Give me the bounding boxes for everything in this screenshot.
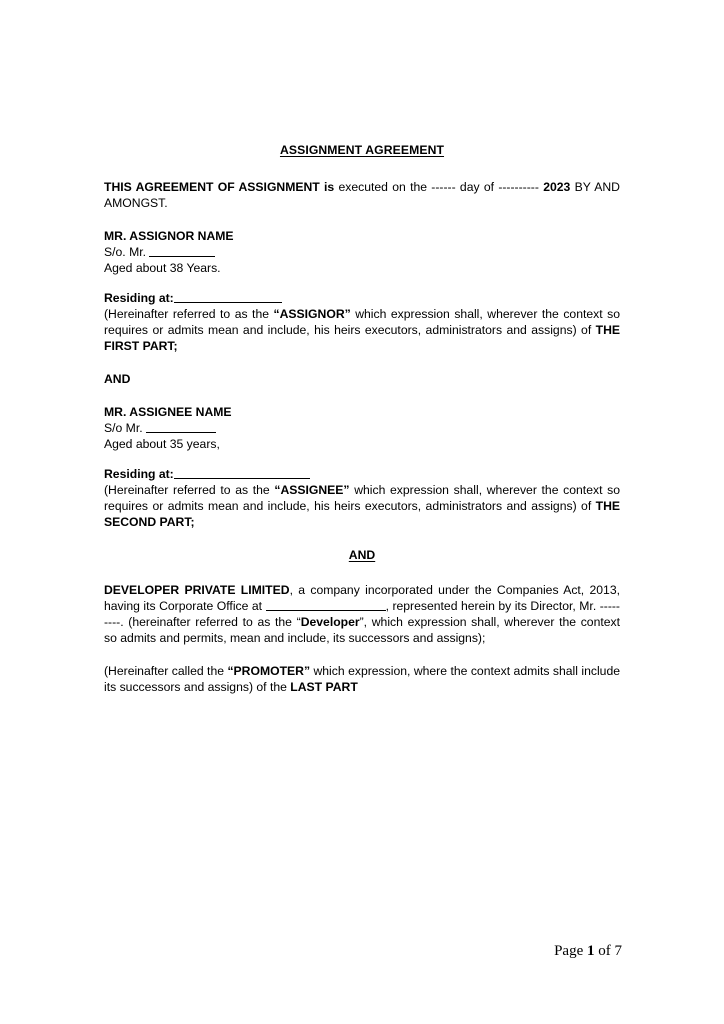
assignee-age: Aged about 35 years,	[104, 437, 220, 452]
assignor-name-text: MR. ASSIGNOR NAME	[104, 229, 234, 244]
developer-office-blank[interactable]	[266, 600, 386, 611]
assignee-son-of-label: S/o Mr.	[104, 421, 143, 436]
assignee-residing-line	[104, 467, 620, 483]
intro-text-1: executed on the ------ day of ----------	[334, 180, 544, 195]
developer-text-1: , a company incorporated under the Companies Act, 2013, having its Corporate Office at	[104, 582, 620, 613]
assignor-father-name-blank[interactable]	[149, 246, 215, 257]
developer-text-3: ”, which expression shall, wherever the context so admits and permits, mean and include, its successors and assigns);	[104, 614, 620, 645]
developer-text-2: , represented herein by its Director, Mr. ---------. (hereinafter referred to as the “	[104, 598, 620, 629]
intro-paragraph	[104, 180, 620, 212]
assignor-address-blank[interactable]	[174, 292, 282, 303]
assignor-residing-line	[104, 291, 620, 307]
assignor-recital-text-1: (Hereinafter referred to as the	[104, 307, 274, 322]
promoter-paragraph	[104, 664, 620, 696]
assignee-recital	[104, 483, 620, 531]
assignee-parentage	[104, 421, 620, 437]
assignee-name-text: MR. ASSIGNEE NAME	[104, 405, 232, 420]
assignee-name	[104, 405, 620, 421]
assignee-recital-term: “ASSIGNEE”	[274, 483, 350, 498]
developer-paragraph	[104, 583, 620, 647]
assignor-son-of-label: S/o. Mr.	[104, 245, 146, 260]
conjunction-and-first	[104, 372, 620, 388]
intro-year: 2023	[543, 180, 571, 195]
conjunction-and-second	[104, 548, 620, 564]
assignee-recital-part: THE SECOND PART;	[104, 499, 620, 529]
assignee-address-blank[interactable]	[174, 468, 310, 479]
footer-of-label: of	[598, 943, 611, 959]
assignor-residing-label: Residing at:	[104, 291, 174, 306]
spacer	[104, 564, 620, 583]
footer-page-number: 1	[587, 943, 595, 959]
developer-term: Developer	[300, 614, 360, 629]
assignor-name	[104, 229, 620, 245]
assignor-recital-term: “ASSIGNOR”	[273, 307, 351, 322]
page-footer	[0, 943, 724, 960]
assignor-recital-part: THE FIRST PART;	[104, 323, 620, 354]
spacer	[104, 277, 620, 291]
spacer	[104, 453, 620, 467]
intro-lead: THIS AGREEMENT OF ASSIGNMENT is	[104, 180, 335, 195]
promoter-term: “PROMOTER”	[227, 663, 311, 678]
conjunction-and-first-text: AND	[104, 372, 131, 387]
document-body	[104, 143, 620, 696]
conjunction-and-second-text: AND	[348, 547, 376, 562]
spacer	[104, 388, 620, 405]
promoter-text-1: (Hereinafter called the	[104, 663, 228, 678]
spacer	[104, 355, 620, 372]
spacer	[104, 531, 620, 548]
assignor-recital	[104, 307, 620, 355]
page-title	[104, 143, 620, 158]
spacer	[104, 647, 620, 664]
spacer	[104, 212, 620, 229]
intro-text-2: BY AND AMONGST.	[104, 180, 620, 211]
developer-name: DEVELOPER PRIVATE LIMITED	[104, 582, 290, 597]
assignee-residing-label: Residing at:	[104, 467, 174, 482]
promoter-part: LAST PART	[290, 679, 358, 694]
footer-page-label: Page	[554, 943, 584, 959]
assignee-father-name-blank[interactable]	[146, 422, 216, 433]
assignee-recital-text-2: which expression shall, wherever the context so requires or admits mean and include, his heirs executors, administrators and assigns) of	[104, 483, 620, 514]
footer-page-total: 7	[614, 943, 622, 959]
assignor-recital-text-2: which expression shall, wherever the context so requires or admits mean and include, his heirs executors, administrators and assigns) of	[104, 307, 621, 338]
promoter-text-2: which expression, where the context admits shall include its successors and assigns) of the	[104, 663, 620, 694]
page-title-text: ASSIGNMENT AGREEMENT	[279, 143, 445, 157]
assignee-recital-text-1: (Hereinafter referred to as the	[104, 483, 275, 498]
assignor-parentage	[104, 245, 620, 261]
assignor-age: Aged about 38 Years.	[104, 261, 221, 276]
